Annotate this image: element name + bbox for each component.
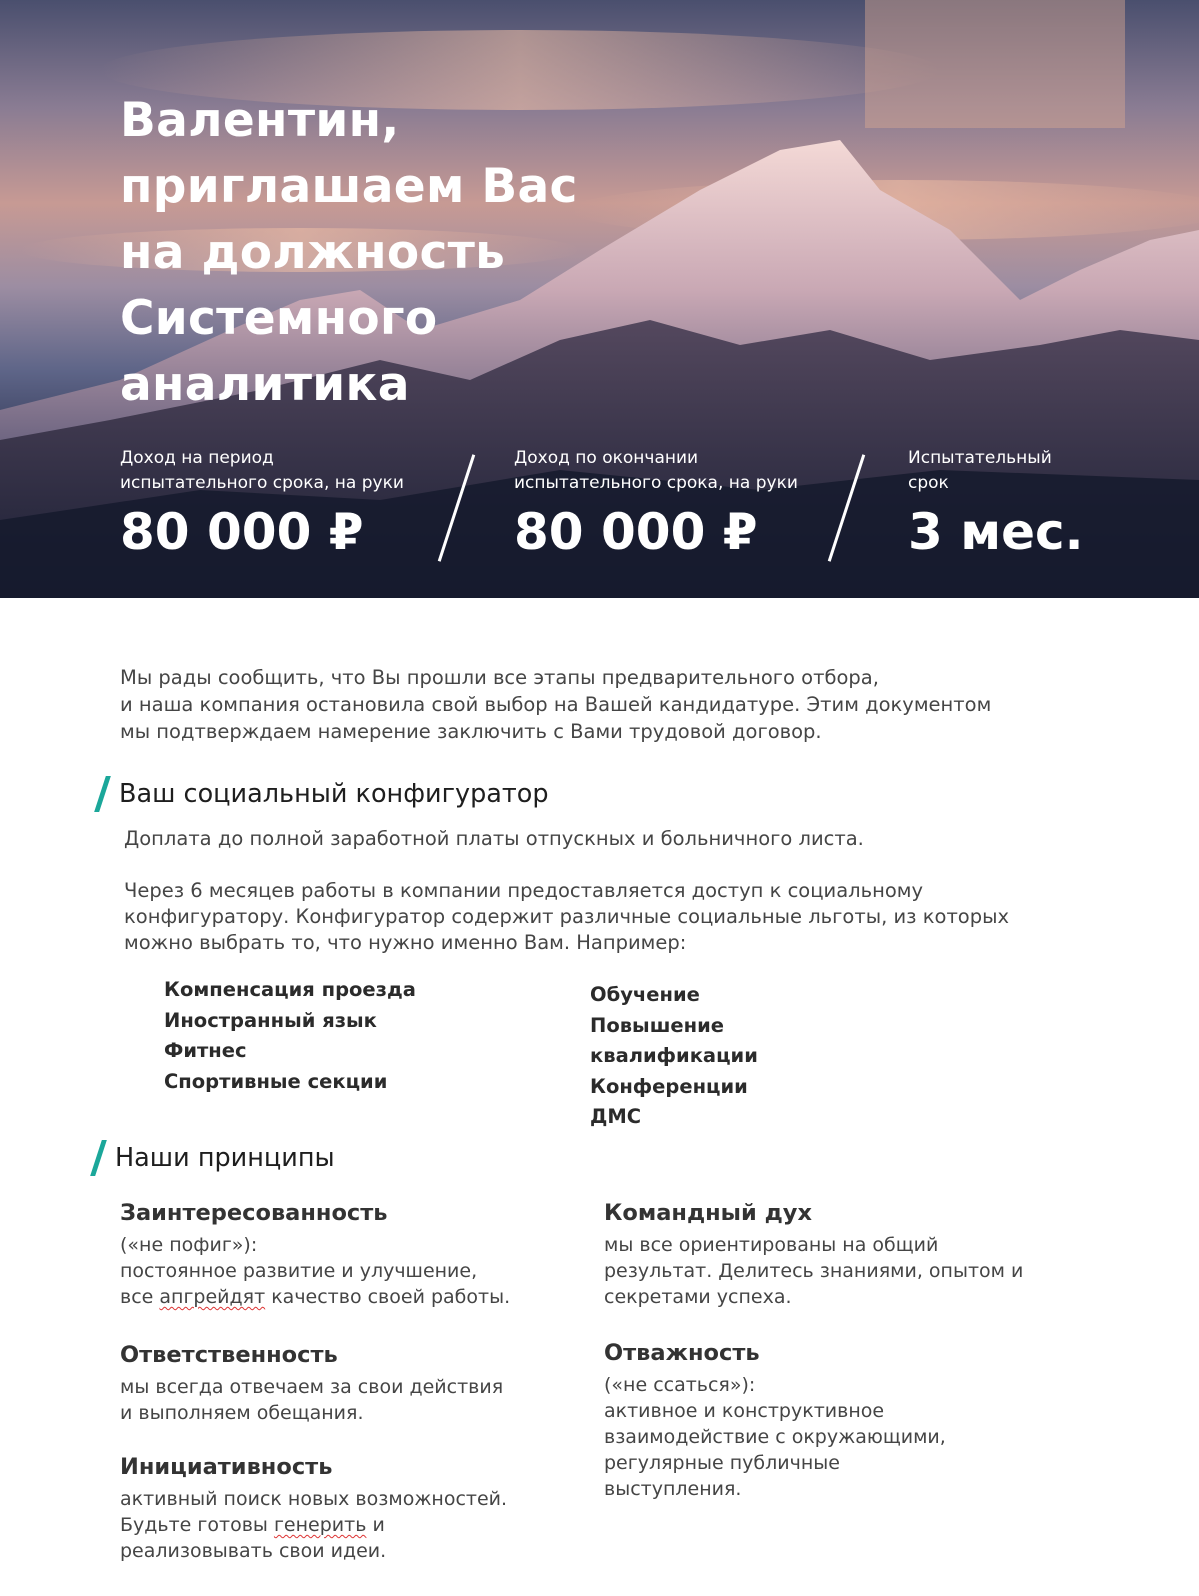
principle-title: Заинтересованность — [120, 1200, 388, 1226]
list-item: квалификации — [590, 1044, 758, 1067]
spellcheck-marked-word: апгрейдят — [159, 1286, 266, 1308]
principle-card — [604, 1198, 1034, 1310]
principle-card — [604, 1338, 1034, 1502]
principle-text: активный поиск новых возможностей. Будьте готовы генерить и реализовывать свои идеи. — [120, 1488, 508, 1562]
principle-title: Отважность — [604, 1340, 760, 1366]
stat-value: 3 мес. — [908, 503, 1084, 561]
list-item: Фитнес — [164, 1039, 247, 1062]
principle-title: Инициативность — [120, 1454, 333, 1480]
accent-slash — [94, 776, 111, 812]
principle-card — [120, 1340, 550, 1426]
list-item: ДМС — [590, 1105, 642, 1128]
principle-title: Ответственность — [120, 1342, 338, 1368]
principle-card — [120, 1452, 550, 1564]
list-item: Повышение — [590, 1013, 724, 1037]
spellcheck-marked-word: генерить — [273, 1514, 367, 1536]
section-social-header — [100, 776, 549, 812]
benefits-list-right — [590, 980, 758, 1133]
list-item: Конференции — [590, 1074, 748, 1098]
principle-text: мы все ориентированы на общий результат. Делитесь знаниями, опытом и секретами успеха. — [604, 1234, 1024, 1308]
social-para-2: Через 6 месяцев работы в компании предоставляется доступ к социальному конфигуратору. Конфигуратор содержит различные социальные льготы, из которых можно выбрать то, что нужно именно Вам. Например: — [124, 879, 1010, 954]
section-title: Наши принципы — [115, 1143, 335, 1173]
section-title: Ваш социальный конфигуратор — [119, 779, 549, 809]
stat-probation-income — [120, 446, 404, 562]
principle-text: («не ссаться»): активное и конструктивное взаимодействие с окружающими, регулярные публичные выступления. — [604, 1374, 946, 1500]
accent-slash — [90, 1140, 107, 1176]
principle-text: («не пофиг»): постоянное развитие и улучшение, все апгрейдят качество своей работы. — [120, 1234, 511, 1308]
list-item: Компенсация проезда — [164, 978, 416, 1001]
list-item: Иностранный язык — [164, 1008, 377, 1032]
stat-label: Доход по окончании испытательного срока, на руки — [514, 448, 798, 493]
principle-card — [120, 1198, 550, 1310]
section-principles-header — [96, 1140, 335, 1176]
stat-post-probation-income — [514, 446, 798, 562]
stat-value: 80 000 ₽ — [120, 503, 364, 561]
invitation-title: Валентин, приглашаем Вас на должность Системного аналитика — [120, 93, 578, 412]
stat-probation-period — [908, 446, 1084, 562]
benefits-list-left — [164, 975, 416, 1097]
stat-value: 80 000 ₽ — [514, 503, 758, 561]
social-para-1: Доплата до полной заработной платы отпускных и больничного листа. — [124, 827, 864, 850]
list-item: Обучение — [590, 983, 700, 1006]
principle-text: мы всегда отвечаем за свои действия и выполняем обещания. — [120, 1376, 504, 1424]
stat-label: Доход на период испытательного срока, на руки — [120, 448, 404, 493]
intro-paragraph: Мы рады сообщить, что Вы прошли все этапы предварительного отбора, и наша компания остановила свой выбор на Вашей кандидатуре. Этим документом мы подтверждаем намерение заключить с Вами трудовой договор. — [120, 666, 992, 743]
hero-banner — [0, 0, 1199, 598]
list-item: Спортивные секции — [164, 1069, 388, 1093]
stat-label: Испытательный срок — [908, 448, 1052, 493]
principle-title: Командный дух — [604, 1200, 812, 1226]
